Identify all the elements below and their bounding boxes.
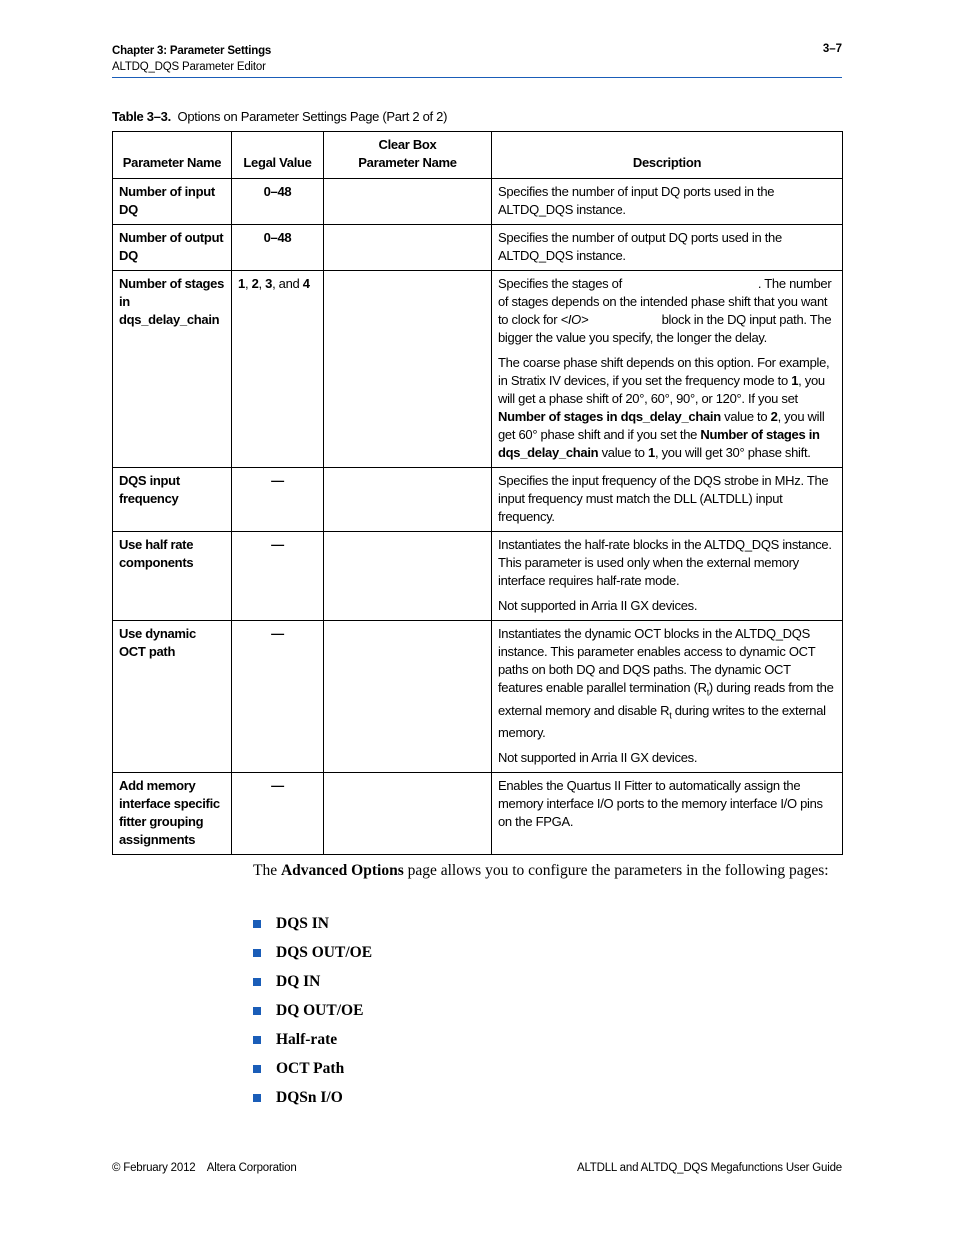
clearbox-name bbox=[324, 532, 492, 621]
column-header: Clear Box Parameter Name bbox=[324, 132, 492, 179]
table-row bbox=[113, 621, 843, 773]
legal-value: — bbox=[232, 773, 324, 855]
square-bullet-icon bbox=[253, 1036, 261, 1044]
param-name: Number of stages in dqs_delay_chain bbox=[113, 271, 232, 468]
list-item: DQS OUT/OE bbox=[253, 938, 372, 967]
legal-value: 0–48 bbox=[232, 179, 324, 225]
description-paragraph: Instantiates the half-rate blocks in the ALTDQ_DQS instance. This parameter is used only when the external memory interface requires half-rate mode. bbox=[498, 537, 832, 588]
param-name: Number of input DQ bbox=[113, 179, 232, 225]
table-caption bbox=[112, 109, 447, 124]
description-note: Not supported in Arria II GX devices. bbox=[498, 750, 698, 766]
description bbox=[492, 271, 843, 468]
list-item: DQSn I/O bbox=[253, 1083, 372, 1112]
list-item: Half-rate bbox=[253, 1025, 372, 1054]
legal-value: 0–48 bbox=[232, 225, 324, 271]
list-item: DQS IN bbox=[253, 909, 372, 938]
list-item: OCT Path bbox=[253, 1054, 372, 1083]
table-row bbox=[113, 179, 843, 225]
clearbox-name bbox=[324, 773, 492, 855]
page-number: 3–7 bbox=[822, 43, 842, 55]
advanced-options-intro: The Advanced Options page allows you to configure the parameters in the following pages: bbox=[253, 862, 829, 879]
table-row bbox=[113, 773, 843, 855]
legal-value: — bbox=[232, 532, 324, 621]
column-header: Legal Value bbox=[232, 132, 324, 179]
clearbox-name bbox=[324, 621, 492, 773]
footer-guide-title: ALTDLL and ALTDQ_DQS Megafunctions User Guide bbox=[576, 1162, 842, 1174]
clearbox-name bbox=[324, 225, 492, 271]
legal-value: — bbox=[232, 468, 324, 532]
table-row bbox=[113, 532, 843, 621]
table-row bbox=[113, 225, 843, 271]
table-caption-text: Options on Parameter Settings Page (Part 2 of 2) bbox=[177, 109, 448, 124]
advanced-pages-list bbox=[253, 909, 372, 1112]
table-header-row bbox=[113, 132, 843, 179]
param-name: Number of output DQ bbox=[113, 225, 232, 271]
list-item: DQ OUT/OE bbox=[253, 996, 372, 1025]
param-name: Use dynamic OCT path bbox=[113, 621, 232, 773]
description-note: Not supported in Arria II GX devices. bbox=[498, 598, 698, 613]
description-paragraph: The coarse phase shift depends on this option. For example, in Stratix IV devices, if you set the frequency mode to 1, you will get a phase shift of 20°, 60°, 90°, or 120°. If you set Number of stages in dqs_delay_chain value to 2, you will get 60° phase shift and if you set the Number of stages in dqs_delay_chain value to 1, you will get 30° phase shift. bbox=[498, 355, 830, 460]
column-header: Description bbox=[492, 132, 843, 179]
running-header bbox=[112, 43, 271, 75]
param-name: DQS input frequency bbox=[113, 468, 232, 532]
clearbox-name bbox=[324, 271, 492, 468]
section-title: ALTDQ_DQS Parameter Editor bbox=[112, 61, 266, 73]
table-row bbox=[113, 468, 843, 532]
options-table bbox=[112, 131, 843, 855]
square-bullet-icon bbox=[253, 1007, 261, 1015]
legal-value: — bbox=[232, 621, 324, 773]
square-bullet-icon bbox=[253, 978, 261, 986]
legal-value: 1, 2, 3, and 4 bbox=[232, 271, 324, 468]
description: Enables the Quartus II Fitter to automatically assign the memory interface I/O ports to the memory interface I/O pins on the FPGA. bbox=[492, 773, 843, 855]
chapter-title: Chapter 3: Parameter Settings bbox=[112, 45, 272, 57]
clearbox-name bbox=[324, 179, 492, 225]
header-rule bbox=[112, 77, 842, 78]
column-header: Parameter Name bbox=[113, 132, 232, 179]
table-row bbox=[113, 271, 843, 468]
description: Specifies the number of input DQ ports used in the ALTDQ_DQS instance. bbox=[492, 179, 843, 225]
clearbox-name bbox=[324, 468, 492, 532]
description-paragraph: Instantiates the dynamic OCT blocks in the ALTDQ_DQS instance. This parameter enables access to dynamic OCT paths on both DQ and DQS paths. The dynamic OCT features enable parallel termination $(R_t)$ during reads from the external memory and disable $R_t$ during writes to the external memory. bbox=[498, 626, 834, 741]
description bbox=[492, 532, 843, 621]
description-paragraph: Specifies the stages of . The number of stages depends on the intended phase shift that you want to clock for <IO> block in the DQ input path. The bigger the value you specify, the longer the delay. bbox=[498, 276, 832, 345]
param-name: Add memory interface specific fitter grouping assignments bbox=[113, 773, 232, 855]
footer-copyright: © February 2012 Altera Corporation bbox=[112, 1162, 297, 1174]
description: Specifies the input frequency of the DQS strobe in MHz. The input frequency must match the DLL (ALTDLL) input frequency. bbox=[492, 468, 843, 532]
table-caption-label: Table 3–3. bbox=[112, 109, 171, 124]
list-item: DQ IN bbox=[253, 967, 372, 996]
square-bullet-icon bbox=[253, 1065, 261, 1073]
square-bullet-icon bbox=[253, 920, 261, 928]
param-name: Use half rate components bbox=[113, 532, 232, 621]
square-bullet-icon bbox=[253, 949, 261, 957]
description: Specifies the number of output DQ ports used in the ALTDQ_DQS instance. bbox=[492, 225, 843, 271]
description bbox=[492, 621, 843, 773]
square-bullet-icon bbox=[253, 1094, 261, 1102]
